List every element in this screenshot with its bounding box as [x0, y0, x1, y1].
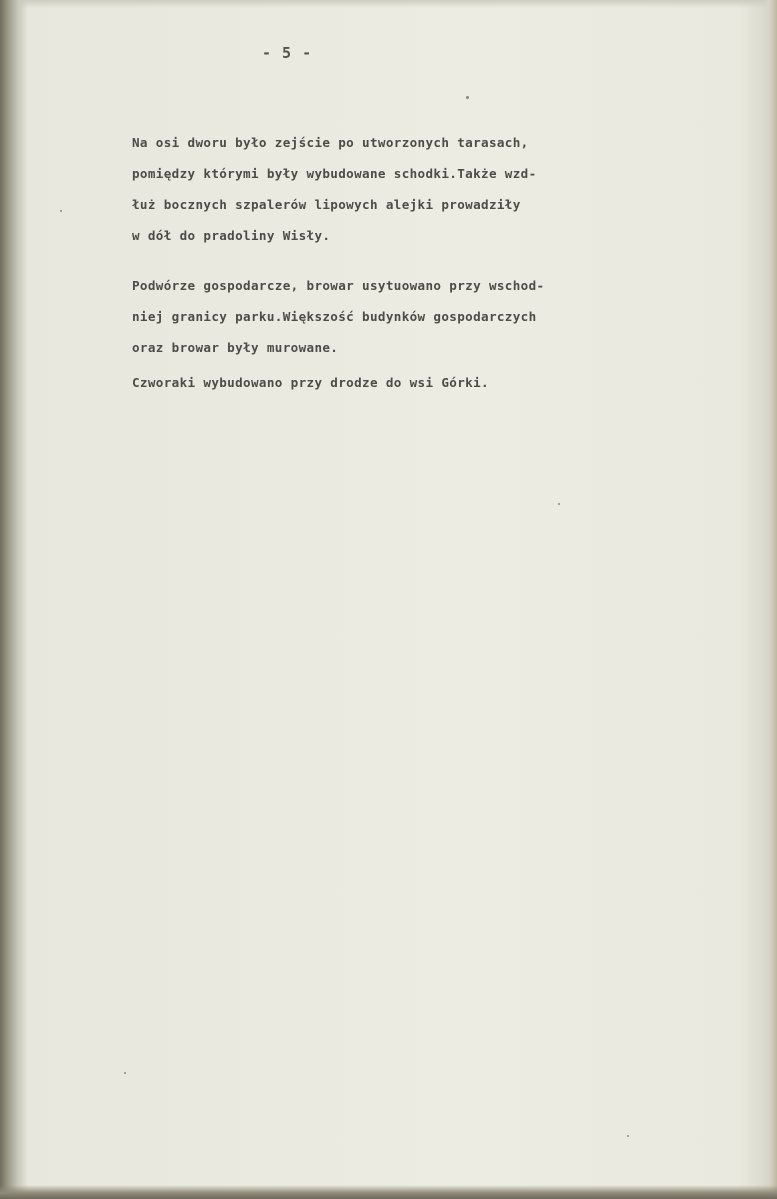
text-line: w dół do pradoliny Wisły. [132, 228, 331, 243]
text-line: niej granicy parku.Większość budynków gospodarczych [132, 309, 537, 324]
text-line: oraz browar były murowane. [132, 340, 339, 355]
page-number: - 5 - [262, 44, 313, 62]
paper-speck [466, 96, 469, 99]
page-binding-edge [0, 0, 28, 1199]
page-bottom-edge [0, 1185, 777, 1199]
text-line: Na osi dworu było zejście po utworzonych tarasach, [132, 135, 529, 150]
text-line: Czworaki wybudowano przy drodze do wsi Górki. [132, 375, 489, 390]
page-right-edge [763, 0, 777, 1199]
text-line: Podwórze gospodarcze, browar usytuowano przy wschod- [132, 278, 545, 293]
paragraph-1 [132, 127, 537, 251]
paper-speck [558, 503, 560, 505]
paper-speck [60, 210, 62, 212]
paper-speck [627, 1135, 629, 1137]
paragraph-3 [132, 367, 489, 398]
paper-speck [124, 1072, 126, 1074]
page-top-edge [0, 0, 777, 8]
paragraph-2 [132, 270, 544, 363]
text-line: łuż bocznych szpalerów lipowych alejki prowadziły [132, 197, 521, 212]
text-line: pomiędzy którymi były wybudowane schodki.Także wzd- [132, 166, 537, 181]
